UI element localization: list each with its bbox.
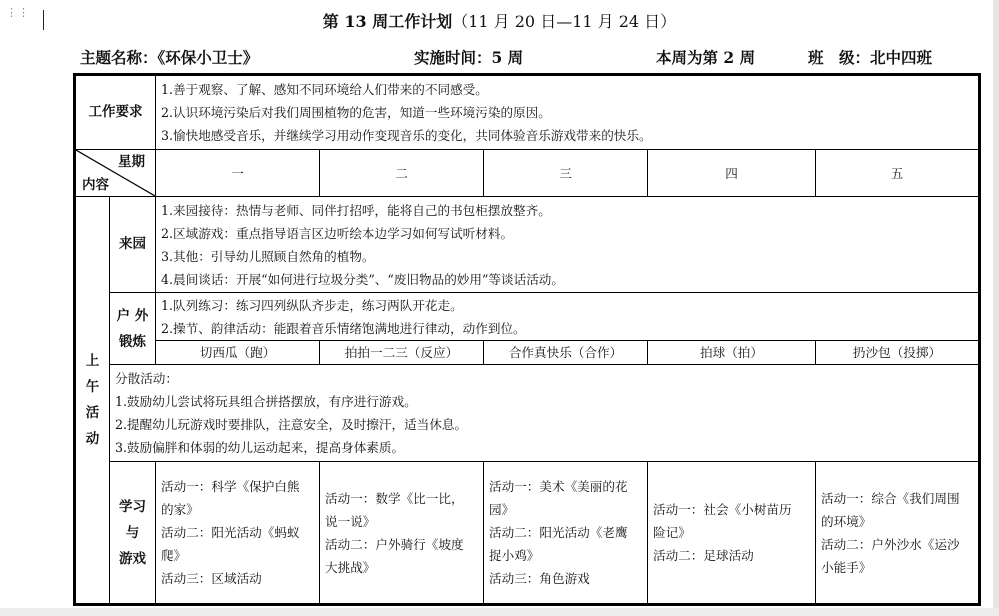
free-activity-item: 1.鼓励幼儿尝试将玩具组合拼搭摆放，有序进行游戏。: [115, 394, 417, 409]
exercise-item: 2.操节、韵律活动：能跟着音乐情绪饱满地进行律动，动作到位。: [161, 320, 526, 336]
day-tuesday: 二: [320, 150, 484, 197]
free-activity-title: 分散活动：: [115, 371, 178, 386]
diagonal-header-cell: [75, 150, 156, 197]
title-main: 第 13 周工作计划: [322, 12, 453, 31]
drag-handle-icon[interactable]: ⋮⋮: [6, 6, 30, 19]
learning-row: [75, 462, 980, 605]
free-activity-row: [75, 365, 980, 462]
learning-thursday: 活动一：社会《小树苗历 险记》 活动二：足球活动: [648, 462, 816, 605]
exercise-row: [75, 293, 980, 341]
requirement-item: 3.愉快地感受音乐，并继续学习用动作变现音乐的变化，共同体验音乐游戏带来的快乐。: [161, 128, 652, 143]
implementation-time: 实施时间：5 周: [414, 48, 524, 67]
learning-friday: 活动一：综合《我们周围 的环境》 活动二：户外沙水《运沙 小能手》: [816, 462, 980, 605]
requirement-item: 1.善于观察、了解、感知不同环境给人们带来的不同感受。: [161, 82, 488, 97]
weekday-header-row: [75, 150, 980, 197]
window-edge: [993, 0, 999, 616]
exercise-label: 户 外 锻炼: [110, 293, 156, 365]
theme-name: 主题名称：《环保小卫士》: [80, 48, 259, 67]
learning-wednesday: 活动一：美术《美丽的花 园》 活动二：阳光活动《老鹰 捉小鸡》 活动三：角色游戏: [484, 462, 648, 605]
exercise-content: [156, 293, 980, 341]
exercise-daily-row: [75, 341, 980, 365]
exercise-tuesday: 拍拍一二三（反应）: [320, 341, 484, 365]
requirement-item: 2.认识环境污染后对我们周围植物的危害，知道一些环境污染的原因。: [161, 105, 551, 120]
exercise-thursday: 拍球（拍）: [648, 341, 816, 365]
free-activity-content: [110, 365, 980, 462]
learning-monday: 活动一：科学《保护白熊 的家》 活动二：阳光活动《蚂蚁 爬》 活动三：区域活动: [156, 462, 320, 605]
free-activity-item: 3.鼓励偏胖和体弱的幼儿运动起来，提高身体素质。: [115, 440, 405, 455]
learning-tuesday: 活动一：数学《比一比， 说一说》 活动二：户外骑行《坡度 大挑战》: [320, 462, 484, 605]
arrival-item: 3.其他：引导幼儿照顾自然角的植物。: [161, 248, 375, 264]
weekly-plan-table: [73, 73, 981, 606]
day-friday: 五: [816, 150, 980, 197]
day-monday: 一: [156, 150, 320, 197]
exercise-friday: 扔沙包（投掷）: [816, 341, 980, 365]
morning-activities-label: 上 午 活 动: [75, 197, 110, 605]
arrival-item: 4.晨间谈话：开展“如何进行垃圾分类”、“废旧物品的妙用”等谈话活动。: [161, 271, 564, 287]
class-name: 班 级：北中四班: [808, 48, 933, 67]
learning-label: 学习 与 游戏: [110, 462, 156, 605]
requirements-content: [156, 75, 980, 150]
free-activity-item: 2.提醒幼儿玩游戏时要排队，注意安全，及时擦汗，适当休息。: [115, 417, 468, 432]
day-wednesday: 三: [484, 150, 648, 197]
day-thursday: 四: [648, 150, 816, 197]
exercise-monday: 切西瓜（跑）: [156, 341, 320, 365]
arrival-row: [75, 197, 980, 293]
arrival-content: [156, 197, 980, 293]
page-title: [0, 6, 999, 32]
arrival-item: 2.区域游戏：重点指导语言区边听绘本边学习如何写试听材料。: [161, 225, 514, 241]
exercise-item: 1.队列练习：练习四列纵队齐步走，练习两队开花走。: [161, 297, 463, 313]
current-week: 本周为第 2 周: [656, 48, 756, 67]
window-edge-bottom: [0, 608, 999, 616]
requirements-row: [75, 75, 980, 150]
title-dates: （11 月 20 日—11 月 24 日）: [452, 12, 677, 31]
arrival-label: 来园: [110, 197, 156, 293]
content-axis-label: 内容: [82, 177, 109, 193]
requirements-label: 工作要求: [75, 75, 156, 150]
arrival-item: 1.来园接待：热情与老师、同伴打招呼，能将自己的书包柜摆放整齐。: [161, 202, 551, 218]
exercise-wednesday: 合作真快乐（合作）: [484, 341, 648, 365]
weekday-axis-label: 星期: [118, 154, 145, 170]
